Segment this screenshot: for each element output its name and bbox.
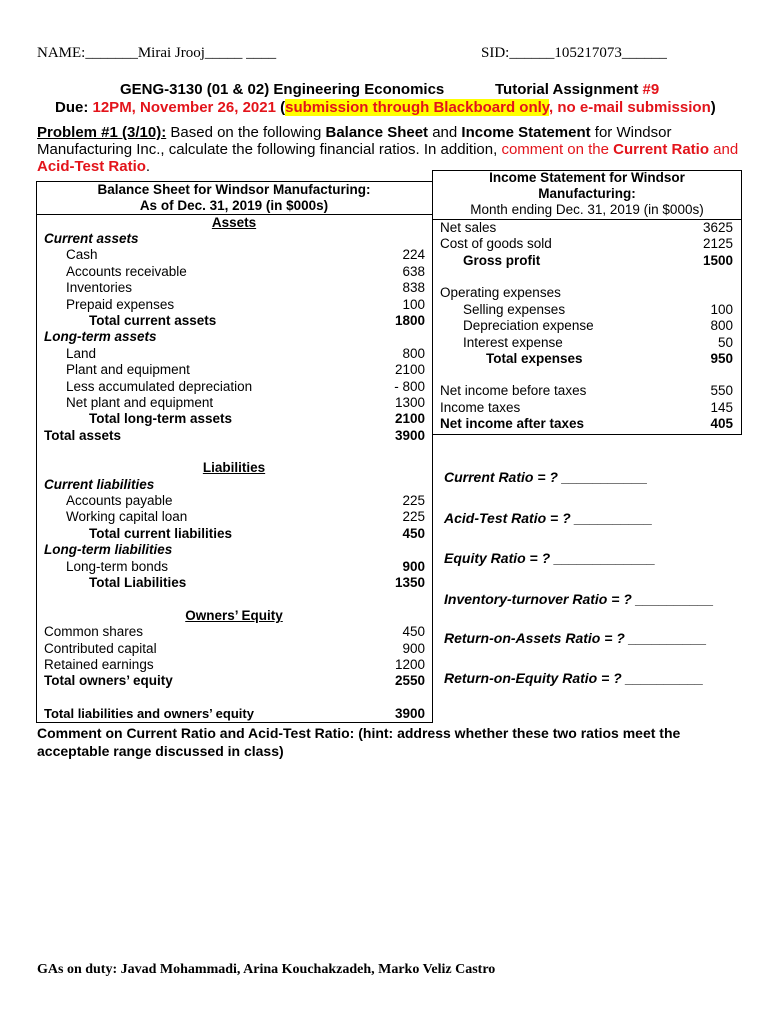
nibt-value: 550 xyxy=(710,383,733,398)
long-term-assets-heading: Long-term assets xyxy=(44,329,157,344)
total-current-liab-label: Total current liabilities xyxy=(89,526,233,541)
total-current-assets-value: 1800 xyxy=(394,313,425,328)
inventories-value: 838 xyxy=(402,280,425,295)
inventories-label: Inventories xyxy=(66,280,133,295)
less-depreciation-value: - 800 xyxy=(394,379,425,394)
wc-loan-label: Working capital loan xyxy=(66,509,188,524)
balance-sheet-title: Balance Sheet for Windsor Manufacturing: As of Dec. 31, 2019 (in $000s) xyxy=(97,182,371,213)
niat-label: Net income after taxes xyxy=(440,416,585,431)
plant-value: 2100 xyxy=(394,362,425,377)
less-depreciation-label: Less accumulated depreciation xyxy=(66,379,253,394)
total-liabilities-label: Total Liabilities xyxy=(89,575,187,590)
ap-value: 225 xyxy=(402,493,425,508)
roe-prompt: Return-on-Equity Ratio = ? __________ xyxy=(444,670,704,686)
ar-value: 638 xyxy=(402,264,425,279)
gross-profit-label: Gross profit xyxy=(463,253,541,268)
selling-value: 100 xyxy=(710,302,733,317)
wc-loan-value: 225 xyxy=(402,509,425,524)
total-expenses-value: 950 xyxy=(710,351,733,366)
total-assets-value: 3900 xyxy=(394,428,425,443)
lt-bonds-label: Long-term bonds xyxy=(66,559,169,574)
net-sales-value: 3625 xyxy=(702,220,733,235)
selling-label: Selling expenses xyxy=(463,302,566,317)
total-expenses-label: Total expenses xyxy=(486,351,583,366)
gross-profit-value: 1500 xyxy=(702,253,733,268)
taxes-label: Income taxes xyxy=(440,400,521,415)
prepaid-label: Prepaid expenses xyxy=(66,297,175,312)
total-lt-assets-label: Total long-term assets xyxy=(89,411,233,426)
total-current-assets-label: Total current assets xyxy=(89,313,217,328)
problem-line-1: Problem #1 (3/10): Based on the following Balance Sheet and Income Statement for Windsor xyxy=(37,124,672,141)
interest-label: Interest expense xyxy=(463,335,563,350)
interest-value: 50 xyxy=(717,335,733,350)
depreciation-label: Depreciation expense xyxy=(463,318,594,333)
course-title: GENG-3130 (01 & 02) Engineering Economics xyxy=(120,81,445,98)
current-liabilities-heading: Current liabilities xyxy=(44,477,155,492)
income-statement-title: Income Statement for Windsor Manufacturing: Month ending Dec. 31, 2019 (in $000s) xyxy=(470,170,704,217)
prepaid-value: 100 xyxy=(402,297,425,312)
cogs-value: 2125 xyxy=(702,236,733,251)
assignment-title: Tutorial Assignment #9 xyxy=(495,81,660,98)
name-line: NAME:_______Mirai Jrooj_____ ____ xyxy=(37,45,277,61)
land-value: 800 xyxy=(402,346,425,361)
long-term-liabilities-heading: Long-term liabilities xyxy=(44,542,173,557)
inventory-turnover-prompt: Inventory-turnover Ratio = ? __________ xyxy=(444,591,714,607)
gas-on-duty: GAs on duty: Javad Mohammadi, Arina Kouchakzadeh, Marko Veliz Castro xyxy=(37,962,496,977)
acid-test-ratio-prompt: Acid-Test Ratio = ? __________ xyxy=(444,510,653,526)
current-assets-heading: Current assets xyxy=(44,231,139,246)
niat-value: 405 xyxy=(710,416,733,431)
sid-line: SID:______105217073______ xyxy=(481,45,667,61)
contributed-value: 900 xyxy=(402,641,425,656)
assets-heading: Assets xyxy=(211,215,257,230)
common-shares-label: Common shares xyxy=(44,624,144,639)
cash-value: 224 xyxy=(402,247,425,262)
comment-prompt: Comment on Current Ratio and Acid-Test Ratio: (hint: address whether these two ratios meet the acceptable range discussed in class) xyxy=(37,725,681,759)
total-liab-equity-label: Total liabilities and owners’ equity xyxy=(44,706,254,721)
total-current-liab-value: 450 xyxy=(402,526,425,541)
equity-ratio-prompt: Equity Ratio = ? _____________ xyxy=(444,550,656,566)
total-equity-label: Total owners’ equity xyxy=(44,673,173,688)
plant-label: Plant and equipment xyxy=(66,362,190,377)
total-liab-equity-value: 3900 xyxy=(394,706,425,721)
contributed-label: Contributed capital xyxy=(44,641,157,656)
opex-heading: Operating expenses xyxy=(440,285,561,300)
total-equity-value: 2550 xyxy=(394,673,425,688)
net-plant-value: 1300 xyxy=(394,395,425,410)
taxes-value: 145 xyxy=(710,400,733,415)
ar-label: Accounts receivable xyxy=(66,264,187,279)
net-plant-label: Net plant and equipment xyxy=(66,395,214,410)
retained-label: Retained earnings xyxy=(44,657,154,672)
nibt-label: Net income before taxes xyxy=(440,383,587,398)
liabilities-heading: Liabilities xyxy=(202,460,266,475)
cash-label: Cash xyxy=(66,247,98,262)
total-lt-assets-value: 2100 xyxy=(394,411,425,426)
net-sales-label: Net sales xyxy=(440,220,497,235)
problem-line-3: Acid-Test Ratio. xyxy=(37,158,151,175)
total-liabilities-value: 1350 xyxy=(394,575,425,590)
equity-heading: Owners’ Equity xyxy=(185,608,283,623)
land-label: Land xyxy=(66,346,97,361)
due-line: Due: 12PM, November 26, 2021 (submission through Blackboard only, no e-mail submission) xyxy=(55,99,716,116)
roa-prompt: Return-on-Assets Ratio = ? __________ xyxy=(444,630,707,646)
problem-line-2: Manufacturing Inc., calculate the following financial ratios. In addition, comment on the Current Ratio and xyxy=(37,141,739,158)
current-ratio-prompt: Current Ratio = ? ___________ xyxy=(444,469,648,485)
cogs-label: Cost of goods sold xyxy=(440,236,552,251)
depreciation-value: 800 xyxy=(710,318,733,333)
ap-label: Accounts payable xyxy=(66,493,173,508)
total-assets-label: Total assets xyxy=(44,428,122,443)
lt-bonds-value: 900 xyxy=(402,559,425,574)
common-shares-value: 450 xyxy=(402,624,425,639)
retained-value: 1200 xyxy=(394,657,425,672)
